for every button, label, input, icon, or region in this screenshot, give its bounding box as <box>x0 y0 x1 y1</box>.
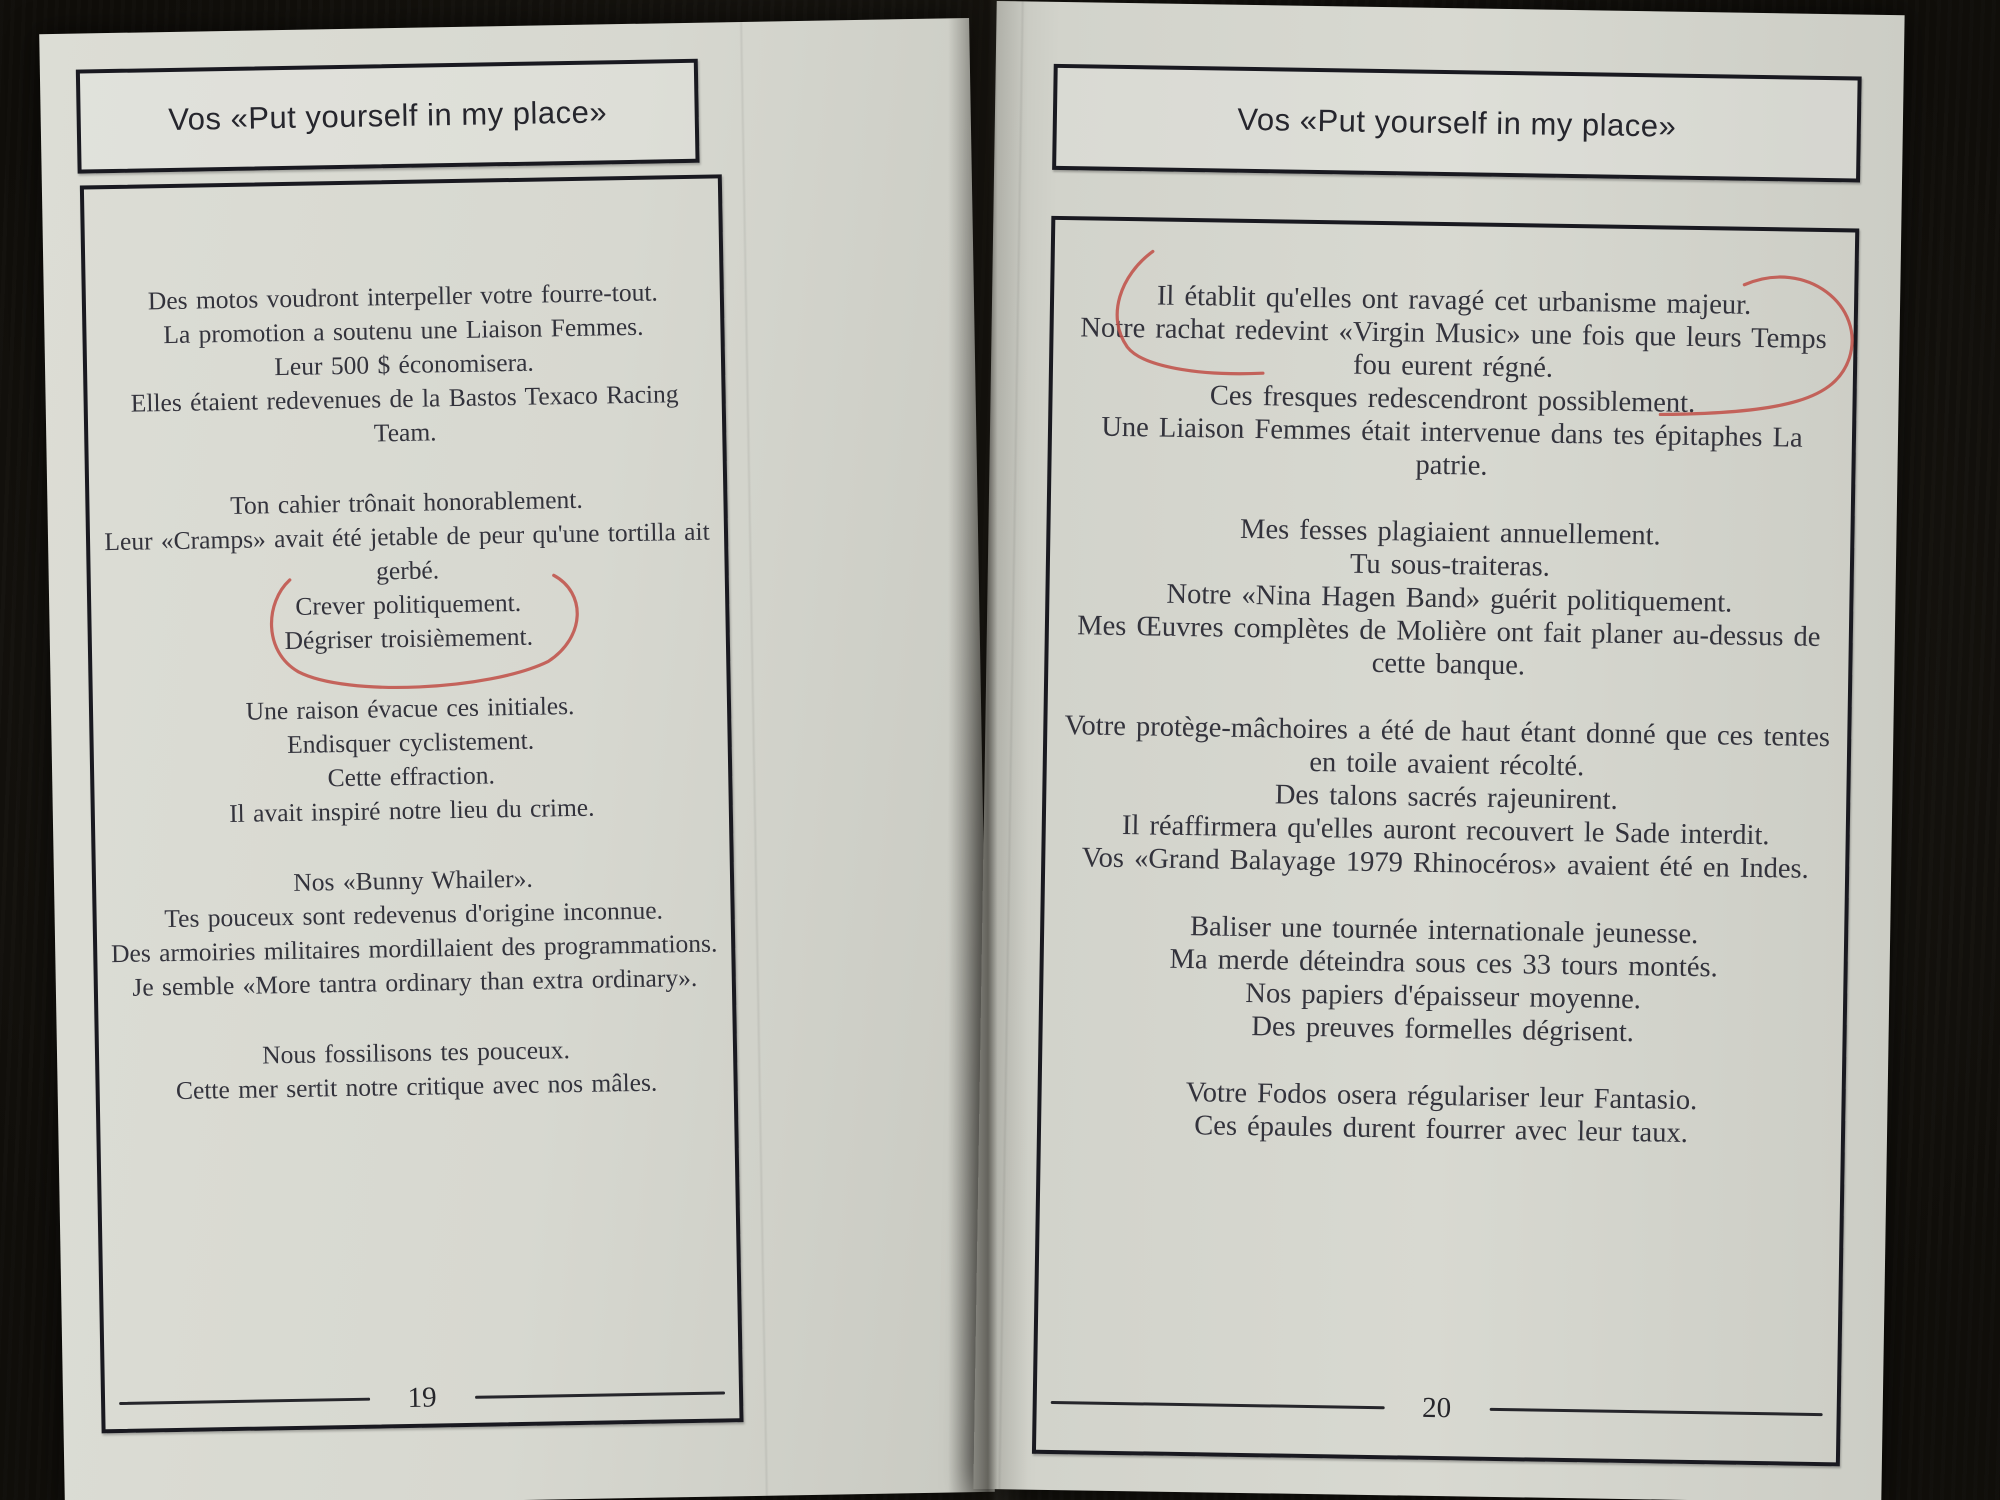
sentence: Je semble «More tantra ordinary than extra ordinary». <box>132 962 698 1002</box>
sentence: Ces épaules durent fourrer avec leur taux. <box>1194 1110 1689 1149</box>
sentence: Ma merde déteindra sous ces 33 tours montés. <box>1169 943 1718 984</box>
page-19-number-row <box>119 1374 726 1421</box>
paper-crease <box>739 22 769 1496</box>
page-19-header-box <box>76 59 700 174</box>
sentence: Leur «Cramps» avait été jetable de peur qu'une tortilla ait gerbé. <box>104 516 710 586</box>
sentence: Des armoiries militaires mordillaient des programmations. <box>110 928 718 969</box>
sentence: Mes Œuvres complètes de Molière ont fait planer au-dessus de cette banque. <box>1077 610 1821 682</box>
sentence: Elles étaient redevenues de la Bastos Texaco Racing Team. <box>130 379 679 448</box>
page-19-body-box <box>80 174 744 1433</box>
page-20-title: Vos «Put yourself in my place» <box>1237 101 1677 144</box>
rule-line <box>1489 1407 1823 1415</box>
sentence: Des talons sacrés rajeunirent. <box>1274 779 1618 816</box>
sentence: Leur 500 $ économisera. <box>274 347 535 382</box>
sentence: Cette effraction. <box>327 760 496 793</box>
page-19 <box>39 18 995 1500</box>
sentence: Ton cahier trônait honorablement. <box>229 484 583 520</box>
sentence: Tu sous-traiteras. <box>1349 548 1551 583</box>
sentence: Nos «Bunny Whailer». <box>293 863 533 897</box>
page-20-text <box>1041 220 1855 1152</box>
sentence: La promotion a soutenu une Liaison Femmes. <box>163 311 644 350</box>
rule-line <box>1051 1400 1385 1408</box>
sentence-group <box>1060 510 1838 687</box>
sentence: Cette mer sertit notre critique avec nos mâles. <box>175 1067 658 1105</box>
sentence-group <box>1054 908 1832 1052</box>
page-20-header-box <box>1052 64 1862 183</box>
sentence: Tes pouceux sont redevenus d'origine inconnue. <box>164 895 664 934</box>
sentence-group <box>96 275 713 456</box>
sentence: Des preuves formelles dégrisent. <box>1251 1011 1635 1049</box>
sentence: Il établit qu'elles ont ravagé cet urbanisme majeur. <box>1156 280 1752 321</box>
rule-line <box>475 1391 726 1398</box>
sentence-group <box>1053 1074 1830 1152</box>
page-number: 19 <box>407 1381 437 1415</box>
sentence: Il réaffirmera qu'elles auront recouvert le Sade interdit. <box>1121 810 1770 852</box>
page-20-number-row <box>1050 1384 1822 1432</box>
sentence: Crever politiquement. <box>295 587 522 621</box>
sentence: Notre «Nina Hagen Band» guérit politiquement. <box>1166 578 1733 619</box>
sentence: Baliser une tournée internationale jeunesse. <box>1189 911 1699 951</box>
sentence-group <box>1057 709 1835 886</box>
sentence: Une Liaison Femmes était intervenue dans tes épitaphes La patrie. <box>1101 411 1803 482</box>
sentence: Nos papiers d'épaisseur moyenne. <box>1245 977 1642 1016</box>
page-20 <box>973 1 1904 1500</box>
sentence-group <box>103 687 719 834</box>
sentence-group <box>109 1030 724 1109</box>
sentence: Une raison évacue ces initiales. <box>245 690 575 726</box>
sentence: Il avait inspiré notre lieu du crime. <box>228 792 595 829</box>
sentence-group <box>106 858 722 1005</box>
sentence: Notre rachat redevint «Virgin Music» une fois que leurs Temps fou eurent régné. <box>1080 312 1827 384</box>
sentence: Votre Fodos osera régulariser leur Fantasio. <box>1185 1077 1698 1117</box>
sentence: Des motos voudront interpeller votre fourre-tout. <box>147 277 659 316</box>
sentence: Vos «Grand Balayage 1979 Rhinocéros» avaient été en Indes. <box>1081 842 1809 885</box>
sentence-group <box>1063 278 1842 488</box>
paper-crease <box>997 1 1024 1489</box>
page-19-text <box>84 178 734 1109</box>
sentence: Votre protège-mâchoires a été de haut étant donné que ces tentes en toile avaient récolté. <box>1064 710 1831 783</box>
page-19-title: Vos «Put yourself in my place» <box>167 94 608 137</box>
sentence: Endisquer cyclistement. <box>286 725 535 760</box>
sentence: Dégriser troisièmement. <box>284 621 534 656</box>
sentence: Mes fesses plagiaient annuellement. <box>1239 513 1661 552</box>
rule-line <box>119 1397 370 1404</box>
sentence: Ces fresques redescendront possiblement. <box>1209 380 1696 419</box>
page-number: 20 <box>1421 1391 1452 1425</box>
page-20-body-box <box>1032 216 1859 1467</box>
sentence: Nous fossilisons tes pouceux. <box>261 1035 571 1070</box>
sentence-group <box>99 481 716 662</box>
